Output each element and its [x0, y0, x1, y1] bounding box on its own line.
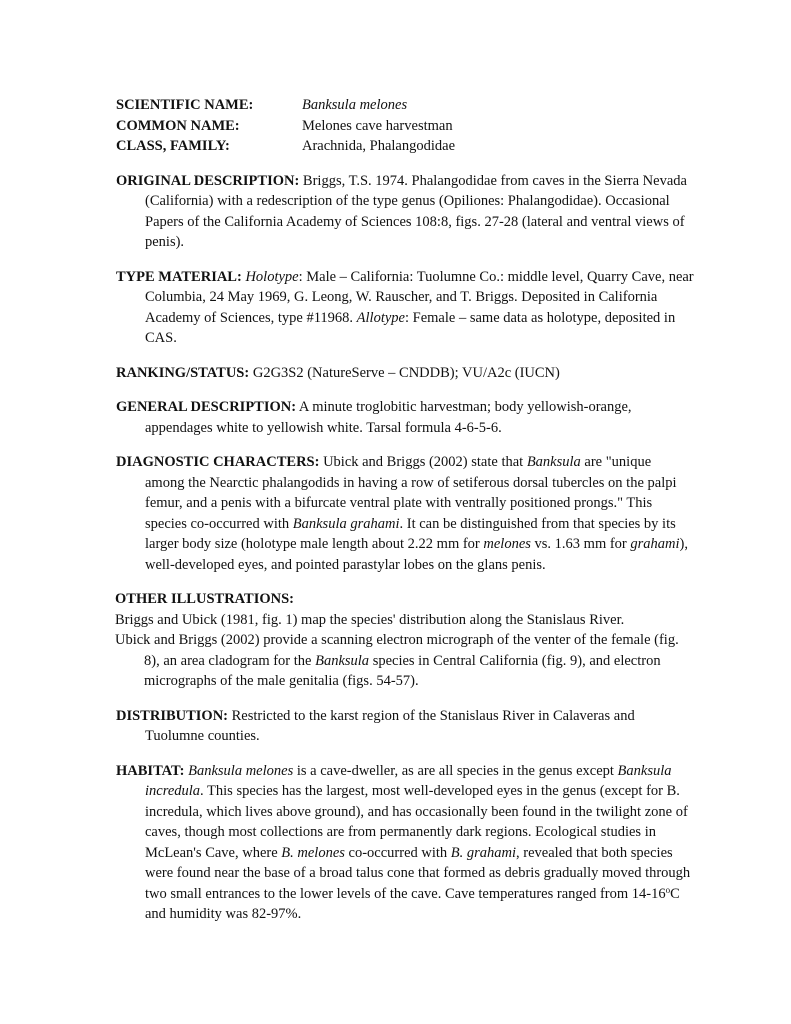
scientific-name-label: SCIENTIFIC NAME: [116, 97, 254, 113]
allotype-text: : Female – same data as holotype, deposited in CAS. [145, 309, 676, 346]
type-material-section [116, 267, 694, 349]
diagnostic-italic-2: Banksula grahami [292, 515, 400, 532]
other-illustrations-section [115, 589, 694, 692]
species-header [116, 95, 694, 157]
ranking-status-section [116, 363, 694, 384]
holotype-label: Holotype [245, 268, 299, 285]
diagnostic-text-5: ), well-developed eyes, and pointed parastylar lobes on the glans penis. [145, 536, 689, 573]
type-material-title: TYPE MATERIAL: [116, 268, 242, 285]
scientific-name-value: Banksula melones [302, 97, 408, 113]
distribution-section [116, 706, 694, 747]
diagnostic-italic-4: grahami [630, 536, 680, 552]
other-illustrations-text-2: species in Central California (fig. 9), and electron micrographs of the male genitalia (figs. 54-57). [144, 652, 661, 689]
diagnostic-italic-3: melones [483, 536, 531, 552]
diagnostic-characters-title: DIAGNOSTIC CHARACTERS: [116, 454, 320, 470]
distribution-title: DISTRIBUTION: [116, 707, 228, 724]
diagnostic-characters-section [116, 452, 694, 575]
habitat-section [116, 761, 694, 925]
ranking-status-title: RANKING/STATUS: [116, 364, 250, 381]
other-illustrations-title: OTHER ILLUSTRATIONS: [115, 591, 295, 607]
distribution-text: Restricted to the karst region of the Stanislaus River in Calaveras and Tuolumne counties. [145, 707, 635, 744]
habitat-italic-1: Banksula melones [188, 762, 294, 779]
degree-superscript: o [665, 884, 671, 895]
habitat-text-3: co-occurred with [344, 844, 451, 861]
allotype-label: Allotype [356, 309, 405, 326]
habitat-text-4: , revealed that both species were found near the base of a broad talus cone that formed as debris gradually moved through two small entrances to the lower levels of the cave. Cave temperatures ranged from 14-16 [145, 844, 691, 902]
diagnostic-text-3: . It can be distinguished from that species by its larger body size (holotype male length about 2.22 mm for [145, 515, 676, 552]
habitat-text-5: C and humidity was 82-97%. [145, 885, 680, 922]
original-description-section [116, 171, 694, 253]
other-illustrations-text-1: Ubick and Briggs (2002) provide a scanning electron micrograph of the venter of the female (fig. 8), an area cladogram for the [115, 632, 679, 669]
habitat-text-1: is a cave-dweller, as are all species in the genus except [293, 762, 618, 779]
habitat-italic-2: Banksula incredula [145, 762, 672, 799]
diagnostic-text-2: are "unique among the Nearctic phalangodids in having a row of setiferous dorsal tubercles on the palpi femur, and a penis with a bifurcate ventral plate with ventrally positioned prongs." This species co-occurred with [145, 454, 677, 532]
habitat-italic-3: B. melones [281, 844, 345, 861]
other-illustrations-paragraph [115, 630, 694, 692]
habitat-italic-4: B. grahami [450, 844, 517, 861]
ranking-status-text: G2G3S2 (NatureServe – CNDDB); VU/A2c (IUCN) [249, 364, 560, 381]
common-name-value: Melones cave harvestman [302, 117, 453, 134]
habitat-title: HABITAT: [116, 762, 185, 779]
diagnostic-text-4: vs. 1.63 mm for [530, 536, 631, 552]
habitat-text-2: . This species has the largest, most well-developed eyes in the genus (except for B. incredula, which lives above ground), and has occasionally been found in the twilight zone of caves, though most collections are from permanently dark regions. Ecological studies in McLean's Cave, where [145, 783, 688, 861]
original-description-text: Briggs, T.S. 1974. Phalangodidae from caves in the Sierra Nevada (California) with a redescription of the type genus (Opiliones: Phalangodidae). Occasional Papers of the California Academy of Sciences 108:8, figs. 27-28 (lateral and ventral views of penis). [145, 172, 687, 250]
other-illustrations-italic-1: Banksula [315, 652, 370, 669]
document-page [116, 95, 694, 939]
general-description-text: A minute troglobitic harvestman; body yellowish-orange, appendages white to yellowish white. Tarsal formula 4-6-5-6. [145, 399, 632, 436]
general-description-title: GENERAL DESCRIPTION: [116, 399, 297, 415]
class-family-value: Arachnida, Phalangodidae [302, 138, 456, 154]
common-name-label: COMMON NAME: [116, 117, 240, 134]
class-family-label: CLASS, FAMILY: [116, 138, 230, 154]
original-description-title: ORIGINAL DESCRIPTION: [116, 172, 300, 189]
diagnostic-italic-1: Banksula [526, 454, 581, 470]
general-description-section [116, 397, 694, 438]
other-illustrations-line-1: Briggs and Ubick (1981, fig. 1) map the species' distribution along the Stanislaus River. [115, 611, 625, 628]
holotype-text: : Male – California: Tuolumne Co.: middle level, Quarry Cave, near Columbia, 24 May 1969, G. Leong, W. Rauscher, and T. Briggs. Deposited in California Academy of Sciences, type #11968. [145, 268, 694, 326]
diagnostic-text-1: Ubick and Briggs (2002) state that [319, 454, 527, 470]
